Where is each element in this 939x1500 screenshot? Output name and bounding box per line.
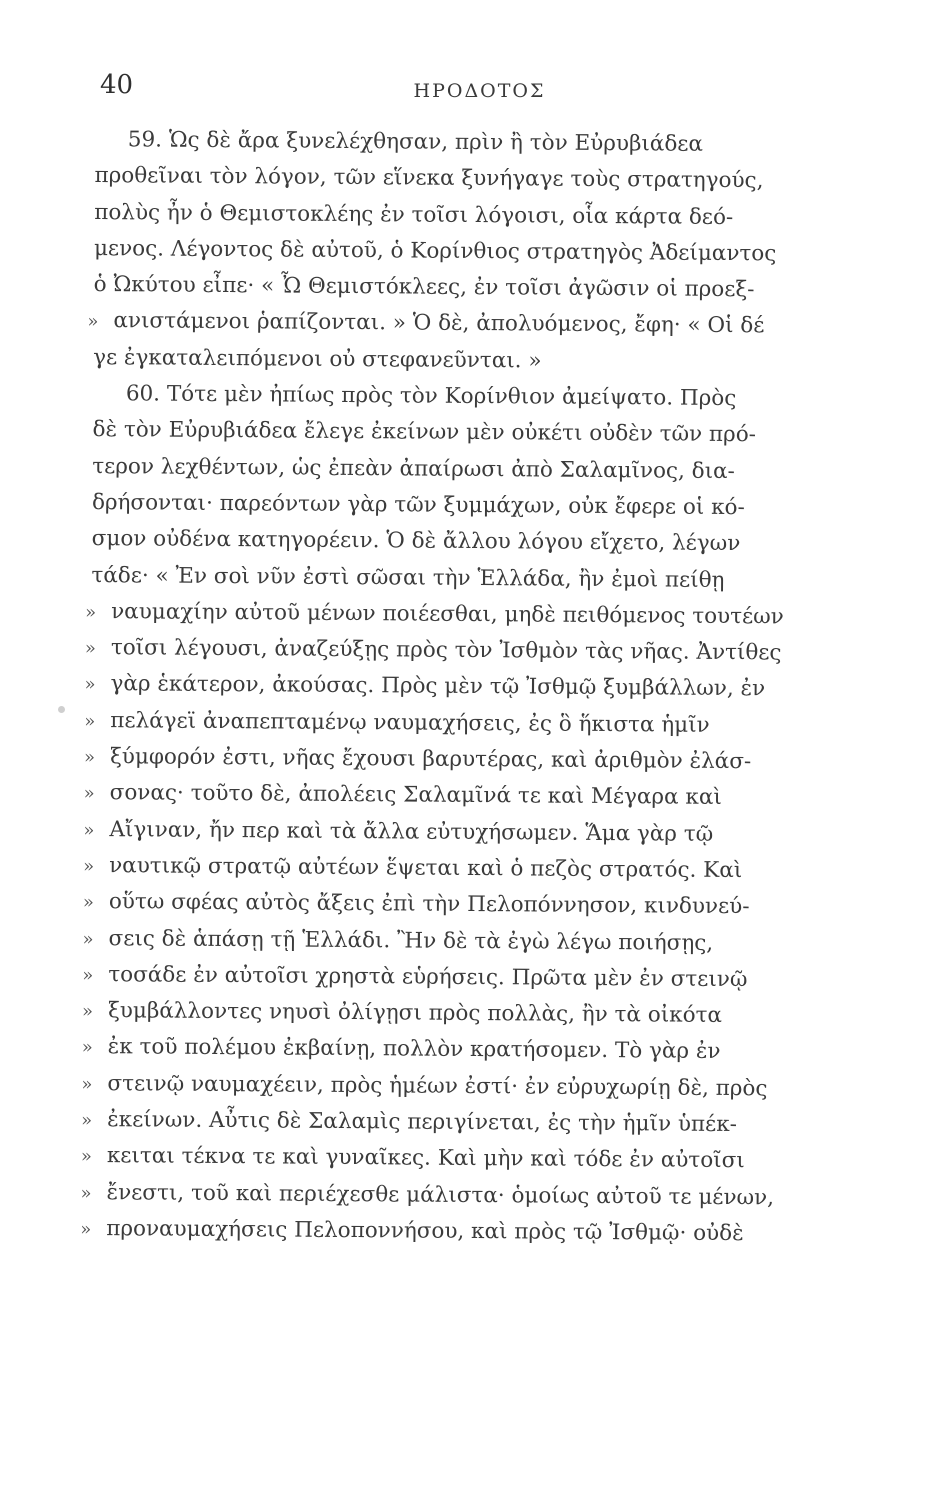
line-text: προναυμαχήσεις Πελοποννήσου, καὶ πρὸς τῷ Ἰσθμῷ· οὐδὲ <box>106 1216 744 1247</box>
text-line <box>80 1138 822 1180</box>
text-line <box>83 775 825 817</box>
line-text: δὲ τὸν Εὐρυβιάδεα ἔλεγε ἐκείνων μὲν οὐκέτι οὐδὲν τῶν πρό- <box>92 417 757 448</box>
line-text: τερον λεχθέντων, ὡς ἐπεὰν ἀπαίρωσι ἀπὸ Σαλαμῖνος, δια- <box>92 453 735 484</box>
text-line <box>82 884 824 926</box>
line-text: οὕτω σφέας αὐτὸς ἄξεις ἐπὶ τὴν Πελοπόννησον, κινδυνεύ- <box>108 889 750 920</box>
quotation-mark: » <box>83 783 95 805</box>
quotation-mark: » <box>83 855 95 877</box>
line-text: στεινῷ ναυμαχέειν, πρὸς ἡμέων ἐστί· ἐν εὐρυχωρίῃ δὲ, πρὸς <box>107 1070 768 1102</box>
text-line <box>82 957 823 999</box>
quotation-mark: » <box>82 892 94 914</box>
line-text: τοῖσι λέγουσι, ἀναζεύξῃς πρὸς τὸν Ἰσθμὸν τὰς νῆας. Ἀντίθες <box>110 635 782 666</box>
line-text: δρήσονται· παρεόντων γὰρ τῶν ξυμμάχων, οὐκ ἔφερε οἱ κό- <box>91 489 745 521</box>
quotation-mark: » <box>83 746 96 769</box>
text-line <box>80 1211 821 1253</box>
line-text: σμον οὐδένα κατηγορέειν. Ὁ δὲ ἄλλου λόγου εἴχετο, λέγων <box>91 526 741 557</box>
text-line <box>94 267 829 309</box>
text-line <box>82 921 823 963</box>
text-line <box>91 558 826 600</box>
line-text: ξυμβάλλοντες νηυσὶ ὀλίγῃσι πρὸς πολλὰς, ἢν τὰ οἰκότα <box>107 998 723 1029</box>
line-text: κειται τέκνα τε καὶ γυναῖκες. Καὶ μὴν καὶ τόδε ἐν αὐτοῖσι <box>106 1143 745 1174</box>
page-number: 40 <box>100 70 134 100</box>
text-line <box>81 1066 822 1108</box>
quotation-mark: » <box>87 311 99 333</box>
quotation-mark: » <box>81 1037 93 1059</box>
line-text: πελάγεϊ ἀναπεπταμένῳ ναυμαχήσεις, ἐς ὃ ἥκιστα ἡμῖν <box>110 707 710 738</box>
quotation-mark: » <box>80 1182 92 1204</box>
quotation-mark: » <box>85 601 97 623</box>
line-text: Αἴγιναν, ἤν περ καὶ τὰ ἄλλα εὐτυχήσωμεν. Ἅμα γὰρ τῷ <box>109 816 714 847</box>
text-line <box>92 485 827 527</box>
text-line <box>95 122 830 164</box>
line-text: ναυτικῷ στρατῷ αὐτέων ἕψεται καὶ ὁ πεζὸς στρατός. Καὶ <box>109 853 743 884</box>
text-line <box>92 449 827 491</box>
text-line <box>85 594 826 636</box>
text-line <box>80 1175 821 1217</box>
text-line <box>93 340 828 382</box>
quotation-mark: » <box>84 710 96 732</box>
text-line <box>93 376 828 418</box>
quotation-mark: » <box>83 819 95 841</box>
quotation-mark: » <box>80 1146 92 1168</box>
text-line <box>81 993 823 1035</box>
text-line <box>84 703 825 745</box>
body-text <box>80 122 830 1253</box>
quotation-mark: » <box>84 638 96 660</box>
line-text: ανιστάμενοι ῥαπίζονται. » Ὁ δὲ, ἀπολυόμενος, ἔφη· « Οἱ δέ <box>113 308 765 339</box>
text-line <box>81 1029 823 1071</box>
line-text: ἐκ τοῦ πολέμου ἐκβαίνῃ, πολλὸν κρατήσομεν. Τὸ γὰρ ἐν <box>107 1034 721 1065</box>
line-text: γὰρ ἑκάτερον, ἀκούσας. Πρὸς μὲν τῷ Ἰσθμῷ ξυμβάλλων, ἐν <box>110 671 766 702</box>
line-text: ναυμαχίην αὐτοῦ μένων ποιέεσθαι, μηδὲ πειθόμενος τουτέων <box>111 599 784 630</box>
line-text: γε ἐγκαταλειπόμενοι οὐ στεφανεῦνται. » <box>93 344 542 374</box>
text-line <box>94 195 829 237</box>
line-text: 60. Τότε μὲν ἠπίως πρὸς τὸν Κορίνθιον ἀμείψατο. Πρὸς <box>125 381 737 412</box>
quotation-mark: » <box>82 964 94 986</box>
text-line <box>83 848 824 890</box>
text-line <box>84 666 825 708</box>
text-line <box>81 1102 822 1144</box>
line-text: ξύμφορόν ἐστι, νῆας ἔχουσι βαρυτέρας, καὶ ἀριθμὸν ἐλάσ- <box>109 744 752 775</box>
line-text: ἐκείνων. Αὖτις δὲ Σαλαμὶς περιγίνεται, ἐς τὴν ἡμῖν ὑπέκ- <box>107 1107 738 1138</box>
quotation-mark: » <box>80 1218 92 1240</box>
line-text: 59. Ὡς δὲ ἄρα ξυνελέχθησαν, πρὶν ἢ τὸν Εὐρυβιάδεα <box>127 127 704 157</box>
text-line <box>94 158 829 200</box>
line-text: ὁ Ὠκύτου εἶπε· « Ὦ Θεμιστόκλεες, ἐν τοῖσι ἀγῶσιν οἱ προεξ- <box>93 272 755 303</box>
text-line <box>87 303 828 345</box>
line-text: πολὺς ἦν ὁ Θεμιστοκλέης ἐν τοῖσι λόγοισι, οἷα κάρτα δεό- <box>94 199 734 230</box>
line-text: σονας· τοῦτο δὲ, ἀπολέεις Σαλαμῖνά τε καὶ Μέγαρα καὶ <box>109 780 722 811</box>
text-line <box>84 630 826 672</box>
text-line <box>83 812 824 854</box>
line-text: προθεῖναι τὸν λόγον, τῶν εἵνεκα ξυνήγαγε τοὺς στρατηγούς, <box>94 163 764 194</box>
line-text: μενος. Λέγοντος δὲ αὐτοῦ, ὁ Κορίνθιος στρατηγὸς Ἀδείμαντος <box>93 235 777 267</box>
quotation-mark: » <box>81 1109 93 1132</box>
quotation-mark: » <box>81 1073 93 1095</box>
text-line <box>94 231 829 273</box>
line-text: τάδε· « Ἐν σοὶ νῦν ἐστὶ σῶσαι τὴν Ἑλλάδα, ἢν ἐμοὶ πείθῃ <box>91 562 725 593</box>
text-line <box>92 412 827 454</box>
quotation-mark: » <box>81 1001 94 1023</box>
running-title: ΗΡΟΔΟΤΟΣ <box>413 80 546 102</box>
quotation-mark: » <box>84 674 96 696</box>
quotation-mark: » <box>82 928 94 950</box>
text-line <box>83 739 825 781</box>
margin-speck <box>58 706 65 713</box>
line-text: σεις δὲ ἁπάσῃ τῇ Ἑλλάδι. Ἢν δὲ τὰ ἐγὼ λέγω ποιήσῃς, <box>108 925 714 956</box>
line-text: ἔνεστι, τοῦ καὶ περιέχεσθε μάλιστα· ὁμοίως αὐτοῦ τε μένων, <box>106 1179 775 1210</box>
text-line <box>92 521 827 563</box>
line-text: τοσάδε ἐν αὐτοῖσι χρηστὰ εὑρήσεις. Πρῶτα μὲν ἐν στεινῷ <box>108 961 748 992</box>
